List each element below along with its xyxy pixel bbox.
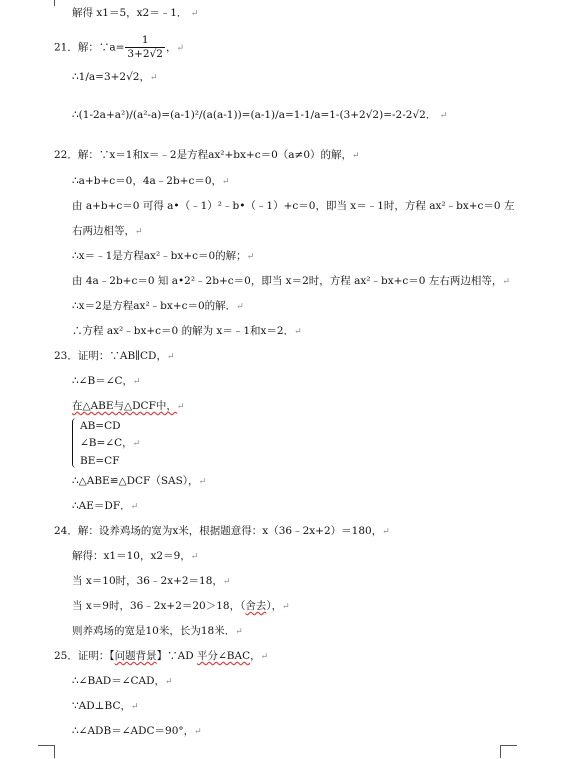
q22-line-6: 由 4a﹣2b+c＝0 知 a•2²﹣2b+c＝0，即当 x＝2时，方程 ax²﹣bx+c＝0 左右两边相等，↵ [72,275,510,287]
q23-line-1: 23．证明：∵AB∥CD，↵ [54,350,175,362]
q23-line-4: ∴△ABE≌△DCF（SAS），↵ [72,475,207,487]
page-corner-mark [38,745,55,758]
q24-line-1: 24．解：设养鸡场的宽为x米，根据题意得：x（36﹣2x+2）＝180，↵ [54,525,390,537]
q22-line-1: 22．解：∵x＝1和x＝﹣2是方程ax²+bx+c＝0（a≠0）的解，↵ [54,149,360,161]
left-brace [72,418,79,468]
q22-line-8: ∴方程 ax²﹣bx+c＝0 的解为 x＝﹣1和x＝2．↵ [72,325,302,337]
q25-line-3: ∵AD⊥BC，↵ [72,700,139,712]
q25-line-2: ∴∠BAD＝∠CAD，↵ [72,675,173,687]
condition-3: BE=CF [80,455,120,467]
q23-line-3: 在△ABE与△DCF中，↵ [72,400,185,412]
page-corner-mark [500,745,517,758]
q21-line-3: ∴(1-2a+a²)/(a²-a)=(a-1)²/(a(a-1))=(a-1)/a=1-1/a=1-(3+2√2)=-2-2√2． ↵ [72,109,448,121]
q24-line-5: 则养鸡场的宽是10米，长为18米．↵ [72,625,243,637]
condition-2: ∠B=∠C，↵ [80,437,141,449]
q21-line-1: 21．解：∵a= $\frac{1}{3+2√2}$ ，↵ [54,34,184,60]
q22-line-4: 右两边相等，↵ [72,225,143,237]
q24-line-3: 当 x＝10时，36﹣2x+2＝18，↵ [72,575,231,587]
q24-line-4: 当 x＝9时，36﹣2x+2＝20＞18，（舍去），↵ [72,600,290,612]
q21-line-2: ∴1/a=3+2√2，↵ [72,71,158,83]
q23-line-5: ∴AE＝DF．↵ [72,500,139,512]
q22-line-2: ∴a+b+c＝0，4a﹣2b+c＝0，↵ [72,175,230,187]
q22-line-5: ∴x＝﹣1是方程ax²﹣bx+c＝0的解；↵ [72,250,255,262]
solution-line: 解得 x1＝5，x2＝﹣1． ↵ [72,7,199,19]
q22-line-7: ∴x＝2是方程ax²﹣bx+c＝0的解．↵ [72,300,244,312]
q23-line-2: ∴∠B＝∠C，↵ [72,375,141,387]
q24-line-2: 解得：x1＝10，x2＝9，↵ [72,550,199,562]
q22-line-3: 由 a+b+c＝0 可得 a•（﹣1）²﹣b•（﹣1）+c＝0，即当 x＝﹣1时，方程 ax²﹣bx+c＝0 左 [72,200,515,212]
q25-line-4: ∴∠ADB＝∠ADC＝90°，↵ [72,725,202,737]
page-corner-mark [38,0,55,6]
condition-1: AB=CD [80,420,121,432]
q25-line-1: 25．证明：【问题背景】∵AD 平分∠BAC，↵ [54,650,269,662]
